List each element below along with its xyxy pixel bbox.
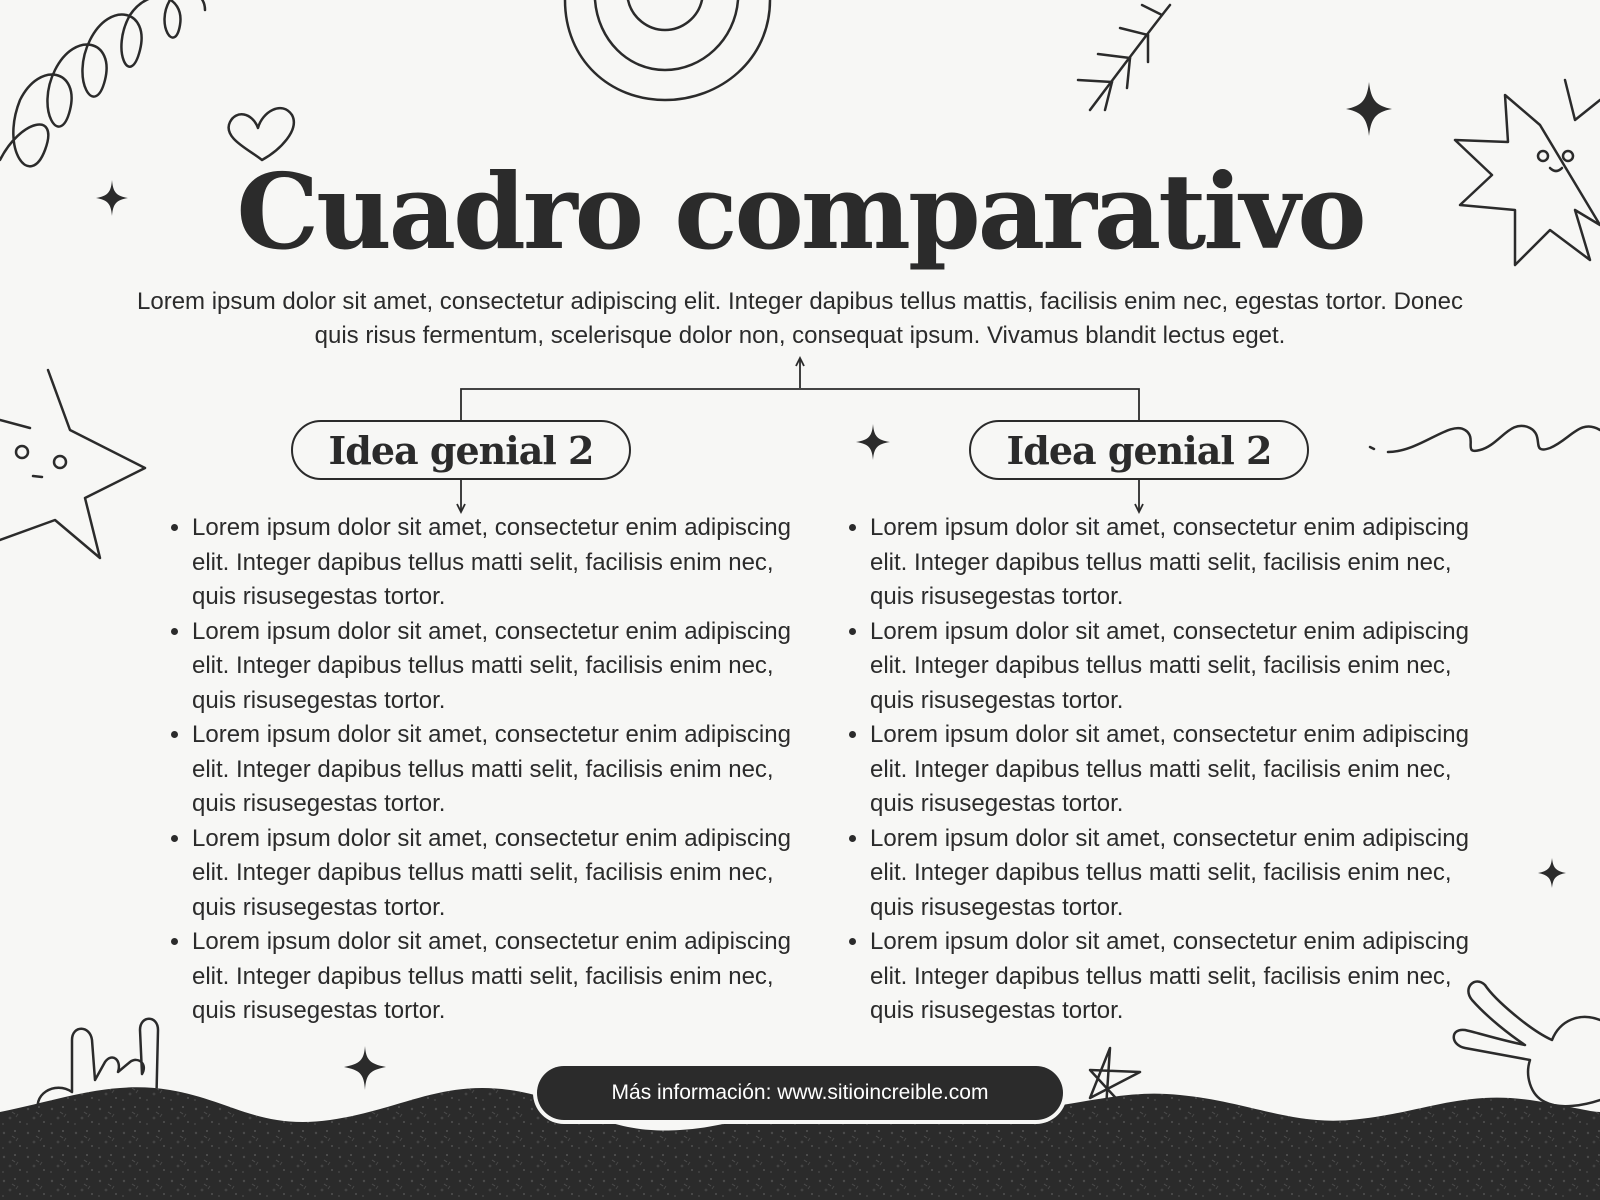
list-item: • Lorem ipsum dolor sit amet, consectetur enim adipiscing elit. Integer dapibus tellus matti selit, facilisis enim nec, quis risusegestas tortor. — [870, 511, 1490, 615]
bullet-list-right — [840, 511, 1490, 1029]
squiggle-icon — [1370, 426, 1600, 452]
more-info-link[interactable]: Más información: www.sitioincreible.com — [537, 1066, 1063, 1120]
star-face-icon — [0, 370, 145, 558]
list-item: • Lorem ipsum dolor sit amet, consectetur enim adipiscing elit. Integer dapibus tellus matti selit, facilisis enim nec, quis risusegestas tortor. — [870, 615, 1490, 719]
sparkle-icon — [344, 1046, 386, 1090]
sparkle-icon — [1346, 82, 1392, 136]
branch-icon — [1078, 5, 1170, 110]
sparkle-icon — [856, 424, 890, 460]
intro-text: Lorem ipsum dolor sit amet, consectetur adipiscing elit. Integer dapibus tellus mattis, facilisis enim nec, egestas tortor. Donec quis risus fermentum, scelerisque dolor non, consequat ipsum. Vivamus blandit lectus eget. — [137, 288, 1463, 349]
page-title: Cuadro comparativo — [236, 150, 1364, 273]
list-item: • Lorem ipsum dolor sit amet, consectetur enim adipiscing elit. Integer dapibus tellus matti selit, facilisis enim nec, quis risusegestas tortor. — [192, 718, 812, 822]
list-item: • Lorem ipsum dolor sit amet, consectetur enim adipiscing elit. Integer dapibus tellus matti selit, facilisis enim nec, quis risusegestas tortor. — [192, 822, 812, 926]
bullet-list-left — [162, 511, 812, 1029]
idea-heading-left: Idea genial 2 — [291, 420, 631, 480]
sparkle-icon — [1538, 858, 1566, 888]
list-item: • Lorem ipsum dolor sit amet, consectetur enim adipiscing elit. Integer dapibus tellus matti selit, facilisis enim nec, quis risusegestas tortor. — [870, 925, 1490, 1029]
list-item: • Lorem ipsum dolor sit amet, consectetur enim adipiscing elit. Integer dapibus tellus matti selit, facilisis enim nec, quis risusegestas tortor. — [870, 718, 1490, 822]
list-item: • Lorem ipsum dolor sit amet, consectetur enim adipiscing elit. Integer dapibus tellus matti selit, facilisis enim nec, quis risusegestas tortor. — [192, 615, 812, 719]
idea-heading-right: Idea genial 2 — [969, 420, 1309, 480]
rainbow-icon — [565, 0, 770, 100]
list-item: • Lorem ipsum dolor sit amet, consectetur enim adipiscing elit. Integer dapibus tellus matti selit, facilisis enim nec, quis risusegestas tortor. — [192, 511, 812, 615]
list-item: • Lorem ipsum dolor sit amet, consectetur enim adipiscing elit. Integer dapibus tellus matti selit, facilisis enim nec, quis risusegestas tortor. — [192, 925, 812, 1029]
spiral-icon — [0, 0, 205, 166]
list-item: • Lorem ipsum dolor sit amet, consectetur enim adipiscing elit. Integer dapibus tellus matti selit, facilisis enim nec, quis risusegestas tortor. — [870, 822, 1490, 926]
